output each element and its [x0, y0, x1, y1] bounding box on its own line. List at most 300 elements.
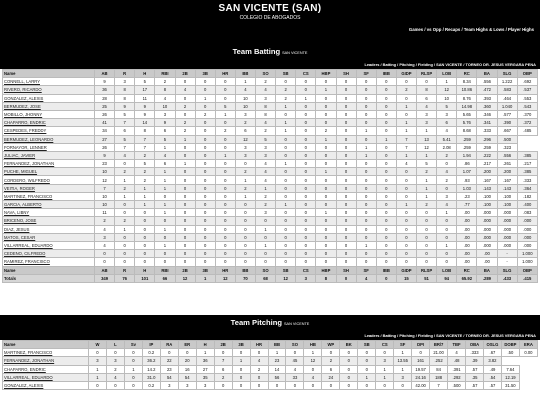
batting-col-header: SF: [356, 70, 376, 78]
batting-stat-cell: 2: [95, 217, 115, 225]
pitching-col-header: 3B: [232, 341, 250, 349]
pitching-stat-cell: 23: [268, 357, 286, 365]
batting-stat-cell: 1.94: [457, 151, 477, 159]
batting-stat-cell: 0: [115, 233, 135, 241]
batting-stat-cell: 2: [115, 168, 135, 176]
batting-stat-cell: 8: [115, 94, 135, 102]
batting-col-header: SLG: [497, 70, 517, 78]
batting-stat-cell: .543: [517, 102, 537, 110]
batting-stat-cell: 8: [135, 127, 155, 135]
batting-stat-cell: 0: [215, 86, 235, 94]
totals-cell: 15: [396, 274, 416, 282]
batting-stat-cell: 1: [155, 209, 175, 217]
batting-row: [3, 94, 538, 102]
totals-cell: .415: [517, 274, 537, 282]
batting-stat-cell: 0: [296, 102, 316, 110]
pitching-stat-cell: 27: [196, 365, 214, 373]
batting-stat-cell: 0: [376, 258, 396, 266]
batting-stat-cell: 5: [417, 160, 437, 168]
batting-stat-cell: 8: [115, 86, 135, 94]
player-name-link[interactable]: FERNANDEZ, JONATHAN: [3, 357, 89, 365]
batting-stat-cell: 0: [195, 151, 215, 159]
batting-stat-cell: 0: [135, 209, 155, 217]
player-name-link[interactable]: NAVA, LIBNY: [3, 209, 95, 217]
player-name-link[interactable]: VEITIA, ROGER: [3, 184, 95, 192]
batting-stat-cell: 5: [135, 78, 155, 86]
batting-stat-cell: 1: [437, 209, 457, 217]
batting-stat-cell: 0: [175, 143, 195, 151]
pitching-stat-cell: .57: [483, 381, 501, 389]
batting-stat-cell: 1: [396, 102, 416, 110]
batting-stat-cell: 5: [155, 135, 175, 143]
batting-stat-cell: 2: [437, 176, 457, 184]
batting-stat-cell: 0: [376, 94, 396, 102]
batting-stat-cell: 0: [276, 184, 296, 192]
batting-stat-cell: 5.65: [457, 110, 477, 118]
nav-pitching-link[interactable]: Pitching: [399, 333, 415, 338]
batting-stat-cell: 1: [396, 127, 416, 135]
pitching-stat-cell: 0: [89, 349, 107, 357]
batting-stat-cell: 4: [256, 176, 276, 184]
pitching-col-header: BK: [340, 341, 358, 349]
pitching-stat-cell: 0: [322, 381, 340, 389]
batting-stat-cell: .537: [517, 86, 537, 94]
batting-stat-cell: 0: [437, 217, 457, 225]
batting-col-header: HBP: [316, 70, 336, 78]
batting-row: [3, 168, 538, 176]
pitching-stat-cell: 0: [250, 373, 268, 381]
batting-stat-cell: 0: [296, 184, 316, 192]
batting-stat-cell: .464: [497, 94, 517, 102]
batting-stat-cell: 0: [235, 201, 255, 209]
pitching-stat-cell: 0: [232, 349, 250, 357]
batting-stat-cell: 8: [256, 102, 276, 110]
totals-cell: .289: [477, 274, 497, 282]
batting-stat-cell: 0: [336, 184, 356, 192]
pitching-stat-cell: 0: [106, 349, 124, 357]
player-name-link[interactable]: CONNELL, LARRY: [3, 78, 95, 86]
batting-stat-cell: 0: [396, 110, 416, 118]
batting-stat-cell: 0: [276, 225, 296, 233]
player-name-link[interactable]: MARTINEZ, FRANCISCO: [3, 192, 95, 200]
batting-col-header: 2B: [175, 266, 195, 274]
batting-stat-cell: .296: [477, 135, 497, 143]
pitching-row: [3, 349, 538, 357]
pitching-stat-cell: 1: [358, 373, 376, 381]
batting-stat-cell: 0: [215, 225, 235, 233]
batting-stat-cell: 0: [376, 143, 396, 151]
pitching-stat-cell: 4: [304, 373, 322, 381]
batting-stat-cell: 1: [135, 192, 155, 200]
batting-stat-cell: .200: [497, 168, 517, 176]
batting-stat-cell: .370: [517, 110, 537, 118]
batting-stat-cell: 6: [235, 127, 255, 135]
batting-stat-cell: 5: [215, 102, 235, 110]
batting-stat-cell: 0: [376, 217, 396, 225]
batting-stat-cell: -: [497, 250, 517, 258]
batting-stat-cell: 0: [235, 209, 255, 217]
batting-stat-cell: .000: [477, 217, 497, 225]
batting-stat-cell: 0: [417, 217, 437, 225]
batting-stat-cell: 8: [256, 110, 276, 118]
pitching-stat-cell: .39: [466, 357, 484, 365]
pitching-title-team: SAN VICENTE: [284, 322, 310, 326]
batting-stat-cell: .23: [457, 192, 477, 200]
batting-stat-cell: .259: [457, 135, 477, 143]
nav-team-highs-link[interactable]: Team Highs & Lows: [463, 27, 505, 32]
batting-stat-cell: .333: [517, 176, 537, 184]
batting-stat-cell: 0: [296, 86, 316, 94]
nav-tournament-link[interactable]: TORNEO DR. JESUS VERGARA PENA: [465, 62, 536, 67]
batting-row: [3, 209, 538, 217]
batting-stat-cell: 0: [276, 143, 296, 151]
batting-stat-cell: 1.03: [457, 184, 477, 192]
pitching-stat-cell: 2: [214, 373, 232, 381]
pitching-stat-cell: 1: [394, 365, 412, 373]
batting-stat-cell: 0: [356, 102, 376, 110]
batting-stat-cell: .556: [477, 78, 497, 86]
batting-stat-cell: .259: [477, 143, 497, 151]
batting-stat-cell: 0: [396, 184, 416, 192]
batting-stat-cell: 0: [135, 241, 155, 249]
player-name-link[interactable]: BERMUDEZ, JOSE: [3, 102, 95, 110]
player-name-link[interactable]: GONZALEZ, ALEXIS: [3, 94, 95, 102]
batting-stat-cell: .400: [517, 201, 537, 209]
totals-cell: 12: [175, 274, 195, 282]
batting-row: [3, 119, 538, 127]
batting-stat-cell: 0: [376, 102, 396, 110]
batting-stat-cell: 12: [417, 143, 437, 151]
totals-cell: 12: [215, 274, 235, 282]
batting-stat-cell: 2: [316, 127, 336, 135]
nav-team-link[interactable]: SAN VICENTE: [436, 333, 463, 338]
pitching-stat-cell: 42.00: [412, 381, 430, 389]
pitching-stat-cell: 1: [268, 349, 286, 357]
player-name-link[interactable]: MARTINEZ, FRANCISCO: [3, 349, 89, 357]
pitching-stat-cell: 0: [358, 381, 376, 389]
batting-header-row: [3, 70, 538, 78]
batting-stat-cell: 10: [155, 102, 175, 110]
nav-batting-link[interactable]: Batting: [382, 333, 397, 338]
batting-stat-cell: 0: [336, 209, 356, 217]
batting-stat-cell: .000: [477, 241, 497, 249]
pitching-stat-cell: 161: [412, 357, 430, 365]
batting-stat-cell: 0: [195, 135, 215, 143]
player-name-link[interactable]: FERNANDEZ, JONATHAN: [3, 160, 95, 168]
batting-stat-cell: 3: [437, 192, 457, 200]
batting-stat-cell: 1: [356, 241, 376, 249]
player-name-link[interactable]: CHAPARRO, ENDRIC: [3, 119, 95, 127]
pitching-stat-cell: 31.50: [501, 381, 519, 389]
batting-stat-cell: 0: [316, 160, 336, 168]
nav-leaders-link[interactable]: Leaders: [364, 62, 380, 67]
batting-stat-cell: 1: [215, 151, 235, 159]
batting-stat-cell: 5: [256, 135, 276, 143]
pitching-col-header: ER: [178, 341, 196, 349]
batting-stat-cell: 0: [356, 119, 376, 127]
batting-row: [3, 217, 538, 225]
batting-stat-cell: 0: [396, 176, 416, 184]
pitching-stat-cell: 1: [232, 357, 250, 365]
pitching-section-nav: Leaders / Batting / Pitching / Fielding / SAN VICENTE / TORNEO DR. JESUS VERGARA PENA: [364, 333, 536, 338]
batting-stat-cell: 1: [155, 184, 175, 192]
batting-stat-cell: 0: [356, 233, 376, 241]
pitching-stat-cell: 0: [89, 381, 107, 389]
batting-stat-cell: 0: [316, 143, 336, 151]
batting-stat-cell: 3: [115, 78, 135, 86]
batting-stat-cell: 0: [296, 160, 316, 168]
batting-stat-cell: 0: [336, 102, 356, 110]
batting-stat-cell: 0: [135, 258, 155, 266]
batting-stat-cell: 0: [155, 233, 175, 241]
totals-cell: .433: [497, 274, 517, 282]
nav-vs-opp-link[interactable]: vs Opp: [426, 27, 442, 32]
batting-stat-cell: 0: [376, 127, 396, 135]
pitching-stat-cell: 0.00: [519, 349, 537, 357]
batting-stat-cell: 0: [396, 168, 416, 176]
batting-stat-cell: 0: [356, 217, 376, 225]
pitching-stat-cell: 45: [286, 357, 304, 365]
batting-stat-cell: .100: [497, 192, 517, 200]
batting-stat-cell: 0: [316, 78, 336, 86]
batting-row: [3, 184, 538, 192]
batting-stat-cell: 0: [316, 250, 336, 258]
batting-row: [3, 250, 538, 258]
batting-stat-cell: 0: [336, 258, 356, 266]
batting-stat-cell: 0: [356, 110, 376, 118]
pitching-col-header: Name: [3, 341, 89, 349]
batting-stat-cell: 9: [115, 102, 135, 110]
batting-stat-cell: 1: [417, 192, 437, 200]
batting-stat-cell: 0: [276, 258, 296, 266]
batting-stat-cell: 0: [316, 225, 336, 233]
batting-stat-cell: 0: [215, 241, 235, 249]
nav-tournament-link[interactable]: TORNEO DR. JESUS VERGARA PENA: [465, 333, 536, 338]
pitching-stat-cell: 1: [89, 365, 107, 373]
pitching-stat-cell: .252: [430, 357, 448, 365]
batting-stat-cell: 0: [376, 110, 396, 118]
batting-stat-cell: 0: [336, 192, 356, 200]
nav-recaps-link[interactable]: Recaps: [444, 27, 461, 32]
pitching-stat-cell: 0: [340, 365, 358, 373]
totals-cell: 68: [256, 274, 276, 282]
batting-stat-cell: 0: [276, 192, 296, 200]
player-name-link[interactable]: VILLARREAL, EDUARDO: [3, 373, 89, 381]
batting-stat-cell: .385: [517, 168, 537, 176]
batting-stat-cell: 5: [115, 135, 135, 143]
pitching-row: [3, 365, 538, 373]
batting-col-header: BB: [235, 70, 255, 78]
batting-col-header: R: [115, 266, 135, 274]
batting-stat-cell: 1: [115, 176, 135, 184]
batting-stat-cell: 6: [155, 127, 175, 135]
nav-batting-link[interactable]: Batting: [382, 62, 397, 67]
pitching-title: [0, 318, 540, 327]
batting-row: [3, 201, 538, 209]
batting-stat-cell: 1: [396, 119, 416, 127]
batting-stat-cell: 2: [256, 201, 276, 209]
batting-col-header: SO: [256, 70, 276, 78]
nav-fielding-link[interactable]: Fielding: [417, 62, 433, 67]
pitching-stat-cell: 22: [160, 357, 178, 365]
batting-stat-cell: 12: [95, 176, 115, 184]
batting-row: [3, 192, 538, 200]
batting-stat-cell: 0: [417, 209, 437, 217]
pitching-stat-cell: .500: [448, 381, 466, 389]
batting-stat-cell: 0: [195, 160, 215, 168]
pitching-stat-cell: 6: [214, 365, 232, 373]
player-name-link[interactable]: PUCHE, MIGUEL: [3, 168, 95, 176]
player-name-link[interactable]: MATOS, CESAR: [3, 233, 95, 241]
batting-stat-cell: 3: [417, 110, 437, 118]
pitching-stat-cell: 0: [340, 349, 358, 357]
batting-stat-cell: .360: [477, 102, 497, 110]
batting-stat-cell: 0: [195, 201, 215, 209]
pitching-stat-cell: 0: [304, 381, 322, 389]
batting-stat-cell: 10: [437, 94, 457, 102]
batting-stat-cell: 0: [215, 94, 235, 102]
batting-stat-cell: .100: [477, 201, 497, 209]
batting-stat-cell: 7: [95, 184, 115, 192]
batting-stat-cell: 0: [256, 250, 276, 258]
player-name-link[interactable]: CORDERO, WILFREDO: [3, 176, 95, 184]
pitching-stat-cell: 3: [394, 373, 412, 381]
pitching-stat-cell: 0: [178, 349, 196, 357]
batting-stat-cell: .167: [497, 176, 517, 184]
batting-col-header: RLSP: [417, 70, 437, 78]
player-name-link[interactable]: FORNAYOR, LENNER: [3, 143, 95, 151]
pitching-stat-cell: 1: [304, 349, 322, 357]
batting-stat-cell: .393: [477, 94, 497, 102]
batting-stat-cell: 2: [417, 168, 437, 176]
pitching-stat-cell: .50: [501, 349, 519, 357]
totals-cell: 51: [417, 274, 437, 282]
batting-stat-cell: 0: [336, 86, 356, 94]
pitching-stat-cell: 0: [286, 381, 304, 389]
pitching-col-header: L: [106, 341, 124, 349]
pitching-row: [3, 357, 538, 365]
pitching-stat-cell: 3: [196, 381, 214, 389]
batting-stat-cell: 0: [235, 241, 255, 249]
batting-stat-cell: 0: [376, 250, 396, 258]
player-name-link[interactable]: CHAPARRO, ENDRIC: [3, 365, 89, 373]
player-name-link[interactable]: MOBILLO, JHONNY: [3, 110, 95, 118]
batting-totals-row: [3, 274, 538, 282]
nav-fielding-link[interactable]: Fielding: [417, 333, 433, 338]
pitching-stat-cell: 21.00: [430, 349, 448, 357]
batting-col-header: HBP: [316, 266, 336, 274]
batting-stat-cell: .77: [457, 201, 477, 209]
pitching-stat-cell: 0: [394, 381, 412, 389]
pitching-stat-cell: 3: [376, 357, 394, 365]
pitching-stat-cell: 13.55: [394, 357, 412, 365]
batting-col-header: Name: [3, 70, 95, 78]
pitching-stat-cell: .54: [483, 373, 501, 381]
pitching-stat-cell: 3: [160, 381, 178, 389]
pitching-stat-cell: 33: [286, 373, 304, 381]
player-name-link[interactable]: CESPEDES, FREDDY: [3, 127, 95, 135]
team-subtitle: COLEGIO DE ABOGADOS: [239, 15, 301, 21]
pitching-stat-cell: 0: [340, 373, 358, 381]
batting-stat-cell: 0: [336, 217, 356, 225]
nav-pitching-link[interactable]: Pitching: [399, 62, 415, 67]
batting-stat-cell: 0: [256, 217, 276, 225]
batting-row: [3, 86, 538, 94]
pitching-col-header: TBF: [448, 341, 466, 349]
batting-col-header: IBB: [376, 266, 396, 274]
batting-stat-cell: 2: [235, 184, 255, 192]
batting-stat-cell: 8: [155, 86, 175, 94]
player-name-link[interactable]: GONZALEZ, ALEXIS: [3, 381, 89, 389]
nav-player-highs-link[interactable]: Player Highs: [507, 27, 534, 32]
nav-games-link[interactable]: Games: [408, 27, 424, 32]
player-name-link[interactable]: BRICENO, JOSE: [3, 217, 95, 225]
batting-row: [3, 233, 538, 241]
batting-stat-cell: 0: [316, 176, 336, 184]
batting-stat-cell: .000: [497, 241, 517, 249]
pitching-stat-cell: 0: [124, 373, 142, 381]
batting-stat-cell: 2: [175, 102, 195, 110]
batting-stat-cell: 5: [437, 102, 457, 110]
batting-stat-cell: 0: [356, 86, 376, 94]
player-name-link[interactable]: VILLARREAL, EDUARDO: [3, 241, 95, 249]
pitching-stat-cell: 31.0: [142, 373, 160, 381]
batting-stat-cell: 0: [175, 110, 195, 118]
totals-cell: 76: [115, 274, 135, 282]
pitching-stat-cell: 24.16: [412, 373, 430, 381]
batting-col-header: 3B: [195, 70, 215, 78]
batting-stat-cell: 3: [235, 110, 255, 118]
nav-leaders-link[interactable]: Leaders: [364, 333, 380, 338]
batting-stat-cell: 26: [95, 143, 115, 151]
batting-stat-cell: 0: [376, 233, 396, 241]
batting-stat-cell: 2: [135, 168, 155, 176]
batting-stat-cell: 0: [95, 258, 115, 266]
batting-stat-cell: 2: [215, 127, 235, 135]
batting-stat-cell: .500: [497, 135, 517, 143]
batting-stat-cell: 0: [175, 241, 195, 249]
batting-stat-cell: .000: [497, 225, 517, 233]
batting-stat-cell: 0: [376, 86, 396, 94]
player-name-link[interactable]: JULIAC, JAVIER: [3, 151, 95, 159]
batting-stat-cell: 1: [417, 176, 437, 184]
batting-stat-cell: .346: [477, 110, 497, 118]
batting-stat-cell: .259: [457, 143, 477, 151]
pitching-stat-cell: 19.57: [412, 365, 430, 373]
batting-stat-cell: 0: [396, 250, 416, 258]
batting-stat-cell: 0: [356, 184, 376, 192]
batting-stat-cell: 4: [256, 168, 276, 176]
batting-stat-cell: 0: [115, 160, 135, 168]
batting-stat-cell: 0: [215, 250, 235, 258]
batting-stat-cell: 12: [235, 135, 255, 143]
player-name-link[interactable]: BERMUDEZ, LEONARDO: [3, 135, 95, 143]
player-name-link[interactable]: RAMIREZ, FRANCISCO: [3, 258, 95, 266]
batting-stat-cell: 0: [95, 250, 115, 258]
player-name-link[interactable]: CEDENO, CILFREDO: [3, 250, 95, 258]
batting-stat-cell: 6: [115, 127, 135, 135]
batting-stat-cell: 1: [417, 127, 437, 135]
batting-stat-cell: 0: [336, 143, 356, 151]
batting-stat-cell: 0: [135, 225, 155, 233]
player-name-link[interactable]: DIAZ, JESUS: [3, 225, 95, 233]
player-name-link[interactable]: GARCIA, ALBERTO: [3, 201, 95, 209]
batting-col-header: SH: [336, 266, 356, 274]
pitching-stat-cell: 0: [124, 357, 142, 365]
batting-stat-cell: 0: [417, 258, 437, 266]
player-name-link[interactable]: RIVERO, RICARDO: [3, 86, 95, 94]
nav-team-link[interactable]: SAN VICENTE: [436, 62, 463, 67]
